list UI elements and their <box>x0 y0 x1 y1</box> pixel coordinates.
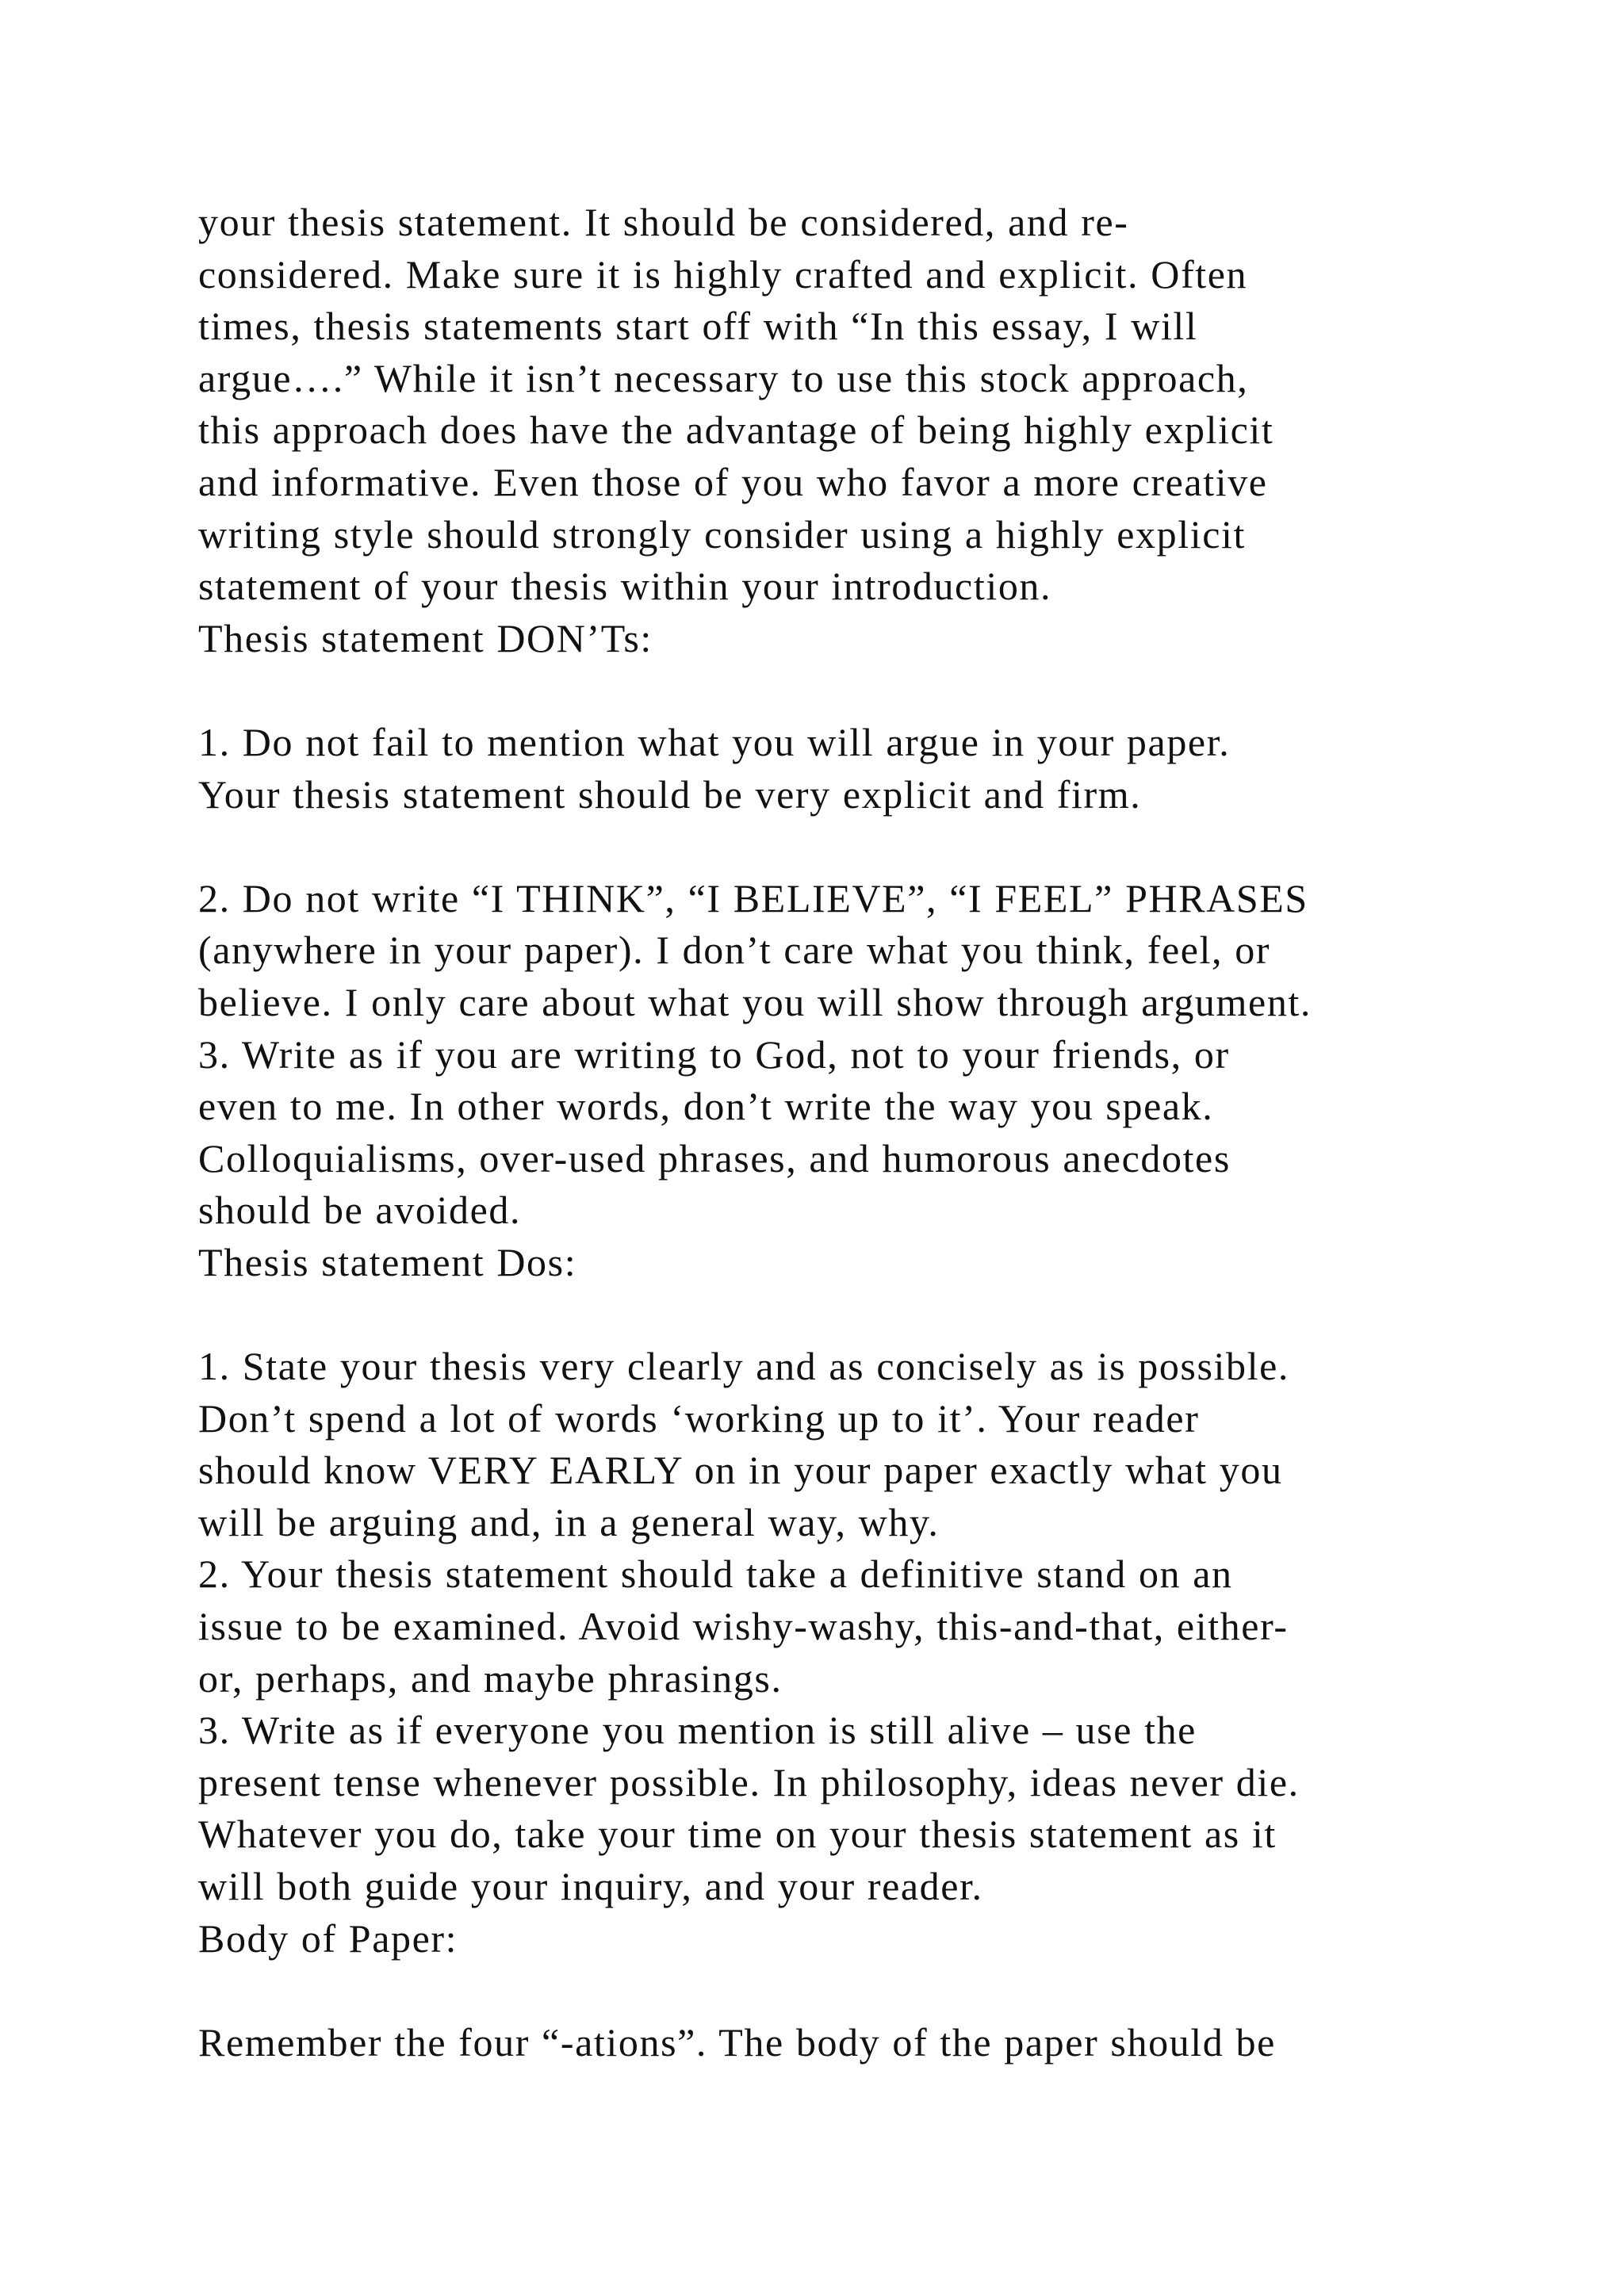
document-text <box>198 197 1530 2068</box>
text-line: 1. Do not fail to mention what you will argue in your paper. <box>198 719 1231 764</box>
text-line: writing style should strongly consider using a highly explicit <box>198 511 1246 557</box>
text-line: argue….” While it isn’t necessary to use this stock approach, <box>198 355 1249 400</box>
text-line: will both guide your inquiry, and your reader. <box>198 1864 983 1908</box>
text-line: Your thesis statement should be very explicit and firm. <box>198 771 1142 817</box>
text-line: 1. State your thesis very clearly and as concisely as is possible. <box>198 1344 1290 1389</box>
blank-line <box>198 1965 1530 2017</box>
text-line: statement of your thesis within your introduction. <box>198 564 1052 609</box>
blank-line <box>198 821 1530 873</box>
text-line: issue to be examined. Avoid wishy-washy, this-and-that, either- <box>198 1604 1289 1649</box>
text-line: 2. Your thesis statement should take a definitive stand on an <box>198 1552 1233 1597</box>
text-line: will be arguing and, in a general way, why. <box>198 1499 940 1544</box>
text-line: should know VERY EARLY on in your paper exactly what you <box>198 1448 1283 1493</box>
text-line: believe. I only care about what you will show through argument. <box>198 979 1312 1024</box>
text-line: or, perhaps, and maybe phrasings. <box>198 1655 783 1701</box>
text-line: 3. Write as if everyone you mention is still alive – use the <box>198 1708 1197 1753</box>
text-line: Colloquialisms, over-used phrases, and humorous anecdotes <box>198 1135 1231 1181</box>
text-line: present tense whenever possible. In philosophy, ideas never die. <box>198 1759 1300 1804</box>
text-line: and informative. Even those of you who favor a more creative <box>198 459 1268 504</box>
text-line: (anywhere in your paper). I don’t care what you think, feel, or <box>198 928 1271 973</box>
text-line: your thesis statement. It should be considered, and re- <box>198 200 1129 244</box>
text-line: Don’t spend a lot of words ‘working up to it’. Your reader <box>198 1395 1200 1441</box>
section-heading-body: Body of Paper: <box>198 1915 458 1961</box>
text-line: considered. Make sure it is highly crafted and explicit. Often <box>198 251 1248 297</box>
text-line: 2. Do not write “I THINK”, “I BELIEVE”, “I FEEL” PHRASES <box>198 875 1308 920</box>
text-line: times, thesis statements start off with “In this essay, I will <box>198 304 1198 349</box>
blank-line <box>198 664 1530 717</box>
text-line: even to me. In other words, don’t write the way you speak. <box>198 1084 1214 1129</box>
section-heading-donts: Thesis statement DON’Ts: <box>198 615 653 660</box>
text-line: Remember the four “-ations”. The body of the paper should be <box>198 2019 1276 2064</box>
text-line: this approach does have the advantage of being highly explicit <box>198 408 1274 453</box>
text-line: should be avoided. <box>198 1188 522 1233</box>
text-line: 3. Write as if you are writing to God, not to your friends, or <box>198 1031 1230 1077</box>
section-heading-dos: Thesis statement Dos: <box>198 1239 577 1284</box>
blank-line <box>198 1288 1530 1341</box>
text-line: Whatever you do, take your time on your thesis statement as it <box>198 1812 1277 1857</box>
